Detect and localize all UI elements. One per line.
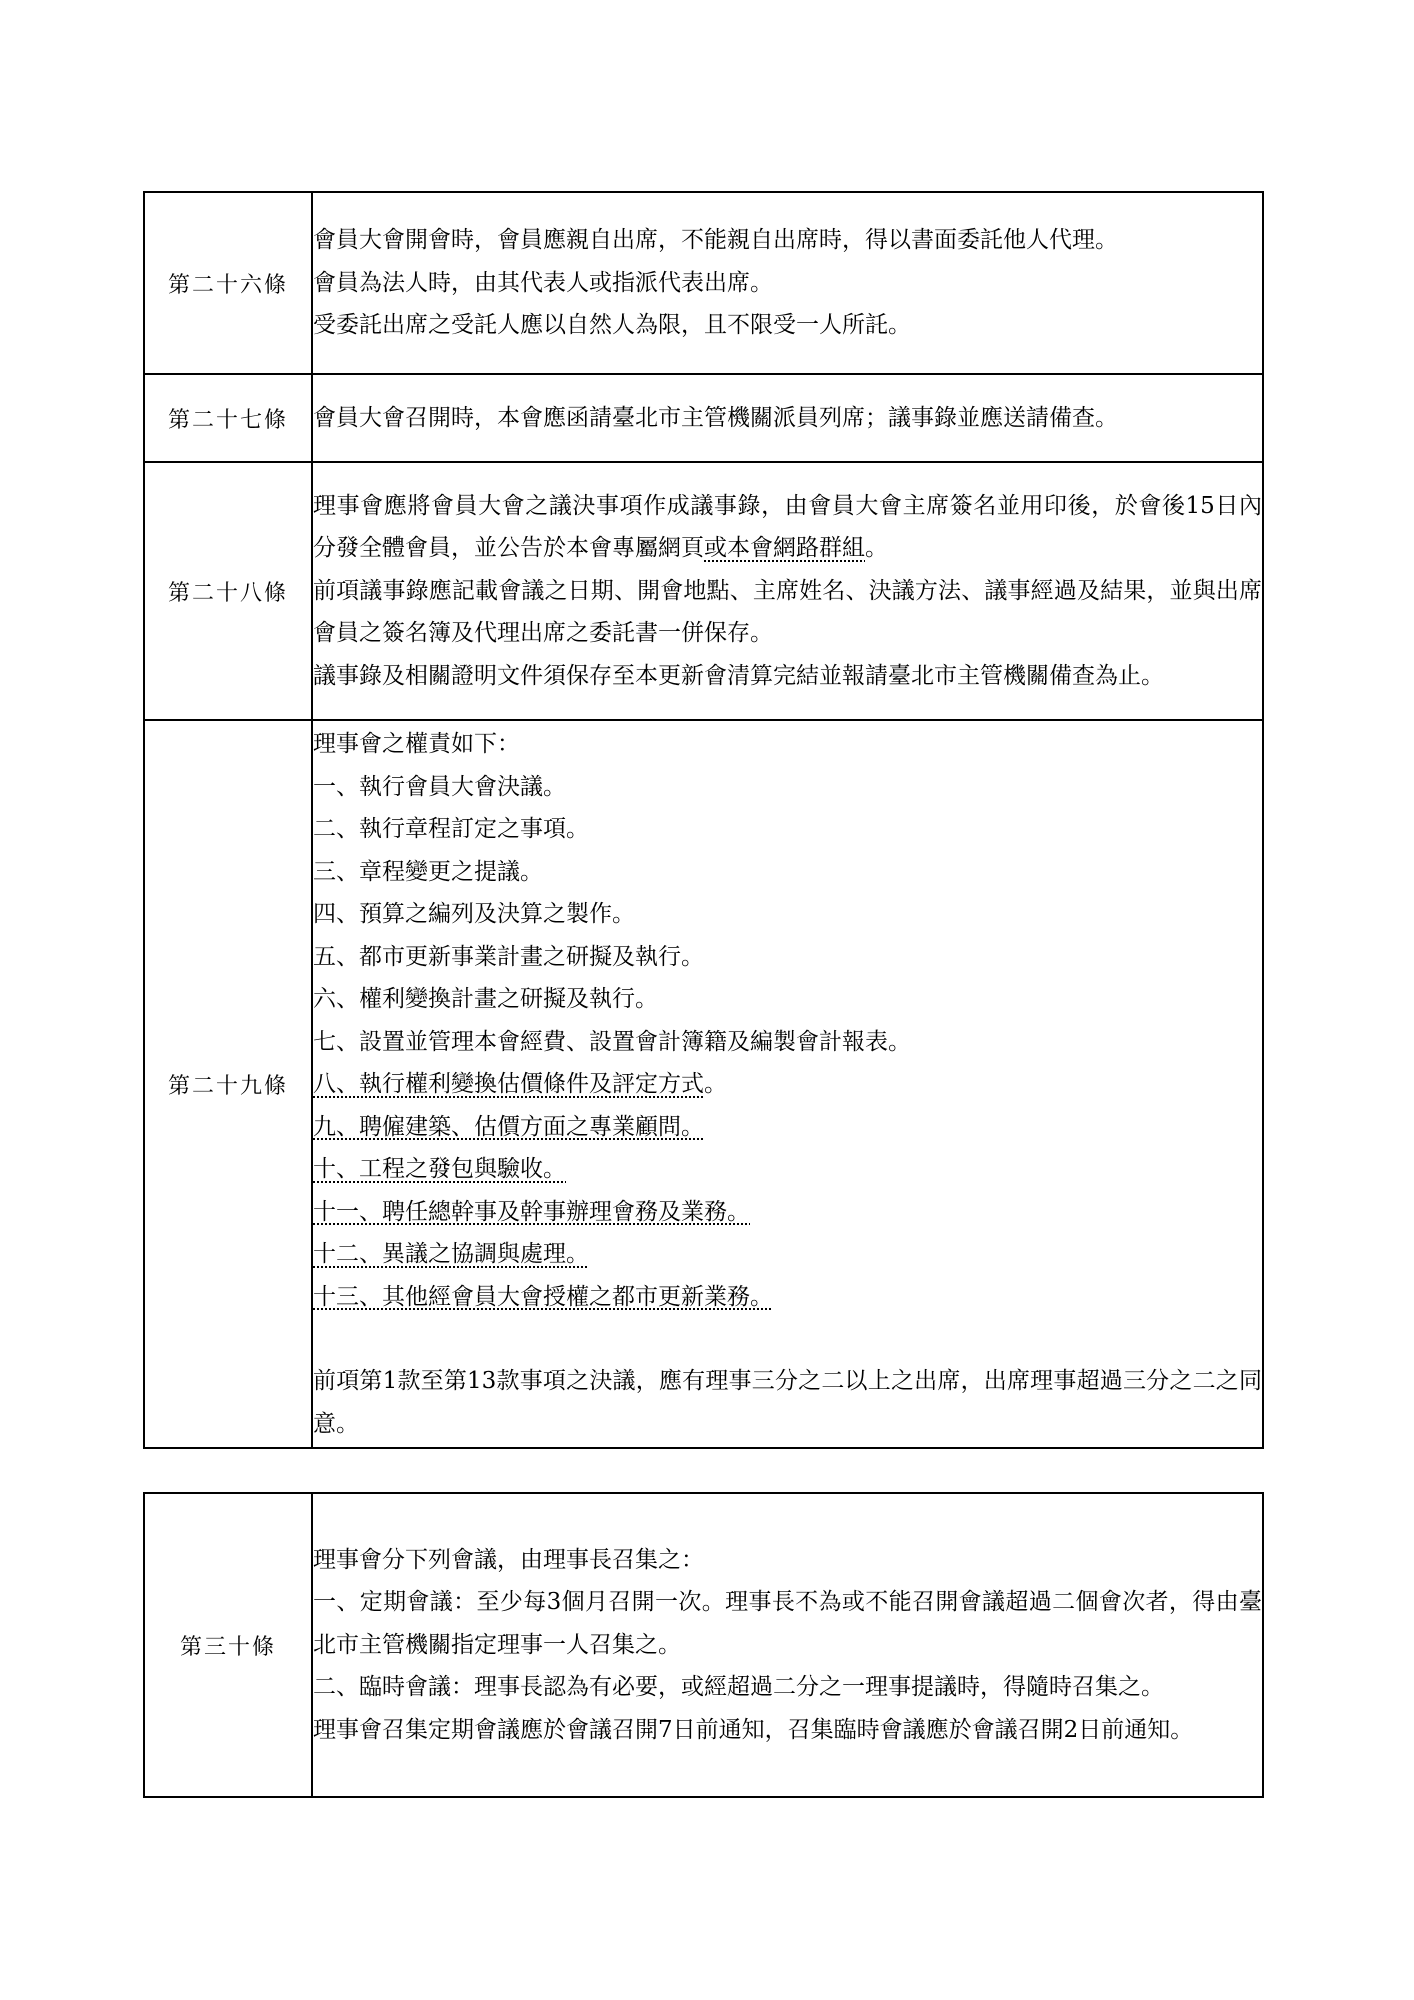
articles-table-2 xyxy=(143,1492,1264,1798)
amended-text: 或本會網路群組 xyxy=(704,535,865,562)
list-item xyxy=(313,1276,1262,1319)
article-row-29 xyxy=(144,720,1263,1448)
article-label: 第二十八條 xyxy=(144,462,312,720)
article-row-26 xyxy=(144,192,1263,374)
article-intro: 理事會之權責如下： xyxy=(313,731,520,757)
list-item xyxy=(313,1191,1262,1234)
articles-table-1 xyxy=(143,191,1264,1449)
amended-text: 十、工程之發包與驗收。 xyxy=(313,1156,566,1182)
article-closing: 前項第1款至第13款事項之決議，應有理事三分之二以上之出席，出席理事超過三分之二之同意。 xyxy=(313,1368,1262,1437)
list-item: 六、權利變換計畫之研擬及執行。 xyxy=(313,986,658,1012)
article-paragraph: 前項議事錄應記載會議之日期、開會地點、主席姓名、決議方法、議事經過及結果，並與出席會員之簽名簿及代理出席之委託書一併保存。 xyxy=(313,577,1262,647)
article-paragraph: 會員大會開會時，會員應親自出席，不能親自出席時，得以書面委託他人代理。 xyxy=(313,227,1118,254)
article-label: 第二十六條 xyxy=(144,192,312,374)
article-body xyxy=(312,1493,1263,1797)
article-row-28 xyxy=(144,462,1263,720)
article-label: 第二十七條 xyxy=(144,374,312,462)
article-paragraph: 議事錄及相關證明文件須保存至本更新會清算完結並報請臺北市主管機關備查為止。 xyxy=(313,662,1164,689)
article-paragraph: 理事會召集定期會議應於會議召開7日前通知，召集臨時會議應於會議召開2日前通知。 xyxy=(313,1716,1194,1743)
article-body xyxy=(312,374,1263,462)
article-row-30 xyxy=(144,1493,1263,1797)
list-item: 一、執行會員大會決議。 xyxy=(313,773,566,800)
article-body xyxy=(312,192,1263,374)
amended-text: 九、聘僱建築、估價方面之專業顧問。 xyxy=(313,1113,704,1140)
amended-text: 八、執行權利變換估價條件及評定方式 xyxy=(313,1071,704,1097)
list-item xyxy=(313,1148,1262,1191)
list-item xyxy=(313,1233,1262,1276)
article-paragraph: 會員大會召開時，本會應函請臺北市主管機關派員列席；議事錄並應送請備查。 xyxy=(313,404,1118,431)
list-item: 七、設置並管理本會經費、設置會計簿籍及編製會計報表。 xyxy=(313,1028,911,1055)
article-paragraph: 一、定期會議：至少每3個月召開一次。理事長不為或不能召開會議超過二個會次者，得由臺北市主管機關指定理事一人召集之。 xyxy=(313,1589,1262,1658)
article-paragraph: 二、臨時會議：理事長認為有必要，或經超過二分之一理事提議時，得隨時召集之。 xyxy=(313,1674,1164,1701)
list-item: 五、都市更新事業計畫之研擬及執行。 xyxy=(313,943,704,970)
article-body xyxy=(312,462,1263,720)
article-label: 第二十九條 xyxy=(144,720,312,1448)
amended-text: 十三、其他經會員大會授權之都市更新業務。 xyxy=(313,1283,773,1310)
blank-line xyxy=(313,1318,1262,1360)
list-item xyxy=(313,1063,1262,1106)
article-paragraph: 會員為法人時，由其代表人或指派代表出席。 xyxy=(313,269,773,296)
list-item xyxy=(313,1106,1262,1149)
article-row-27 xyxy=(144,374,1263,462)
list-item: 四、預算之編列及決算之製作。 xyxy=(313,901,635,927)
article-body xyxy=(312,720,1263,1448)
amended-text: 十一、聘任總幹事及幹事辦理會務及業務。 xyxy=(313,1198,750,1225)
list-item: 二、執行章程訂定之事項。 xyxy=(313,816,589,842)
article-label: 第三十條 xyxy=(144,1493,312,1797)
article-paragraph: 理事會分下列會議，由理事長召集之： xyxy=(313,1546,704,1573)
list-item: 三、章程變更之提議。 xyxy=(313,858,543,885)
paragraph-text: 理事會應將會員大會之議決事項作成議事錄，由會員大會主席簽名並用印後，於會後15日內分發全體會員，並公告於本會專屬網頁 xyxy=(313,492,1262,562)
article-paragraph: 受委託出席之受託人應以自然人為限，且不限受一人所託。 xyxy=(313,312,911,339)
paragraph-text: 。 xyxy=(865,535,888,562)
item-tail: 。 xyxy=(704,1071,727,1097)
article-paragraph xyxy=(313,485,1262,570)
amended-text: 十二、異議之協調與處理。 xyxy=(313,1241,589,1267)
